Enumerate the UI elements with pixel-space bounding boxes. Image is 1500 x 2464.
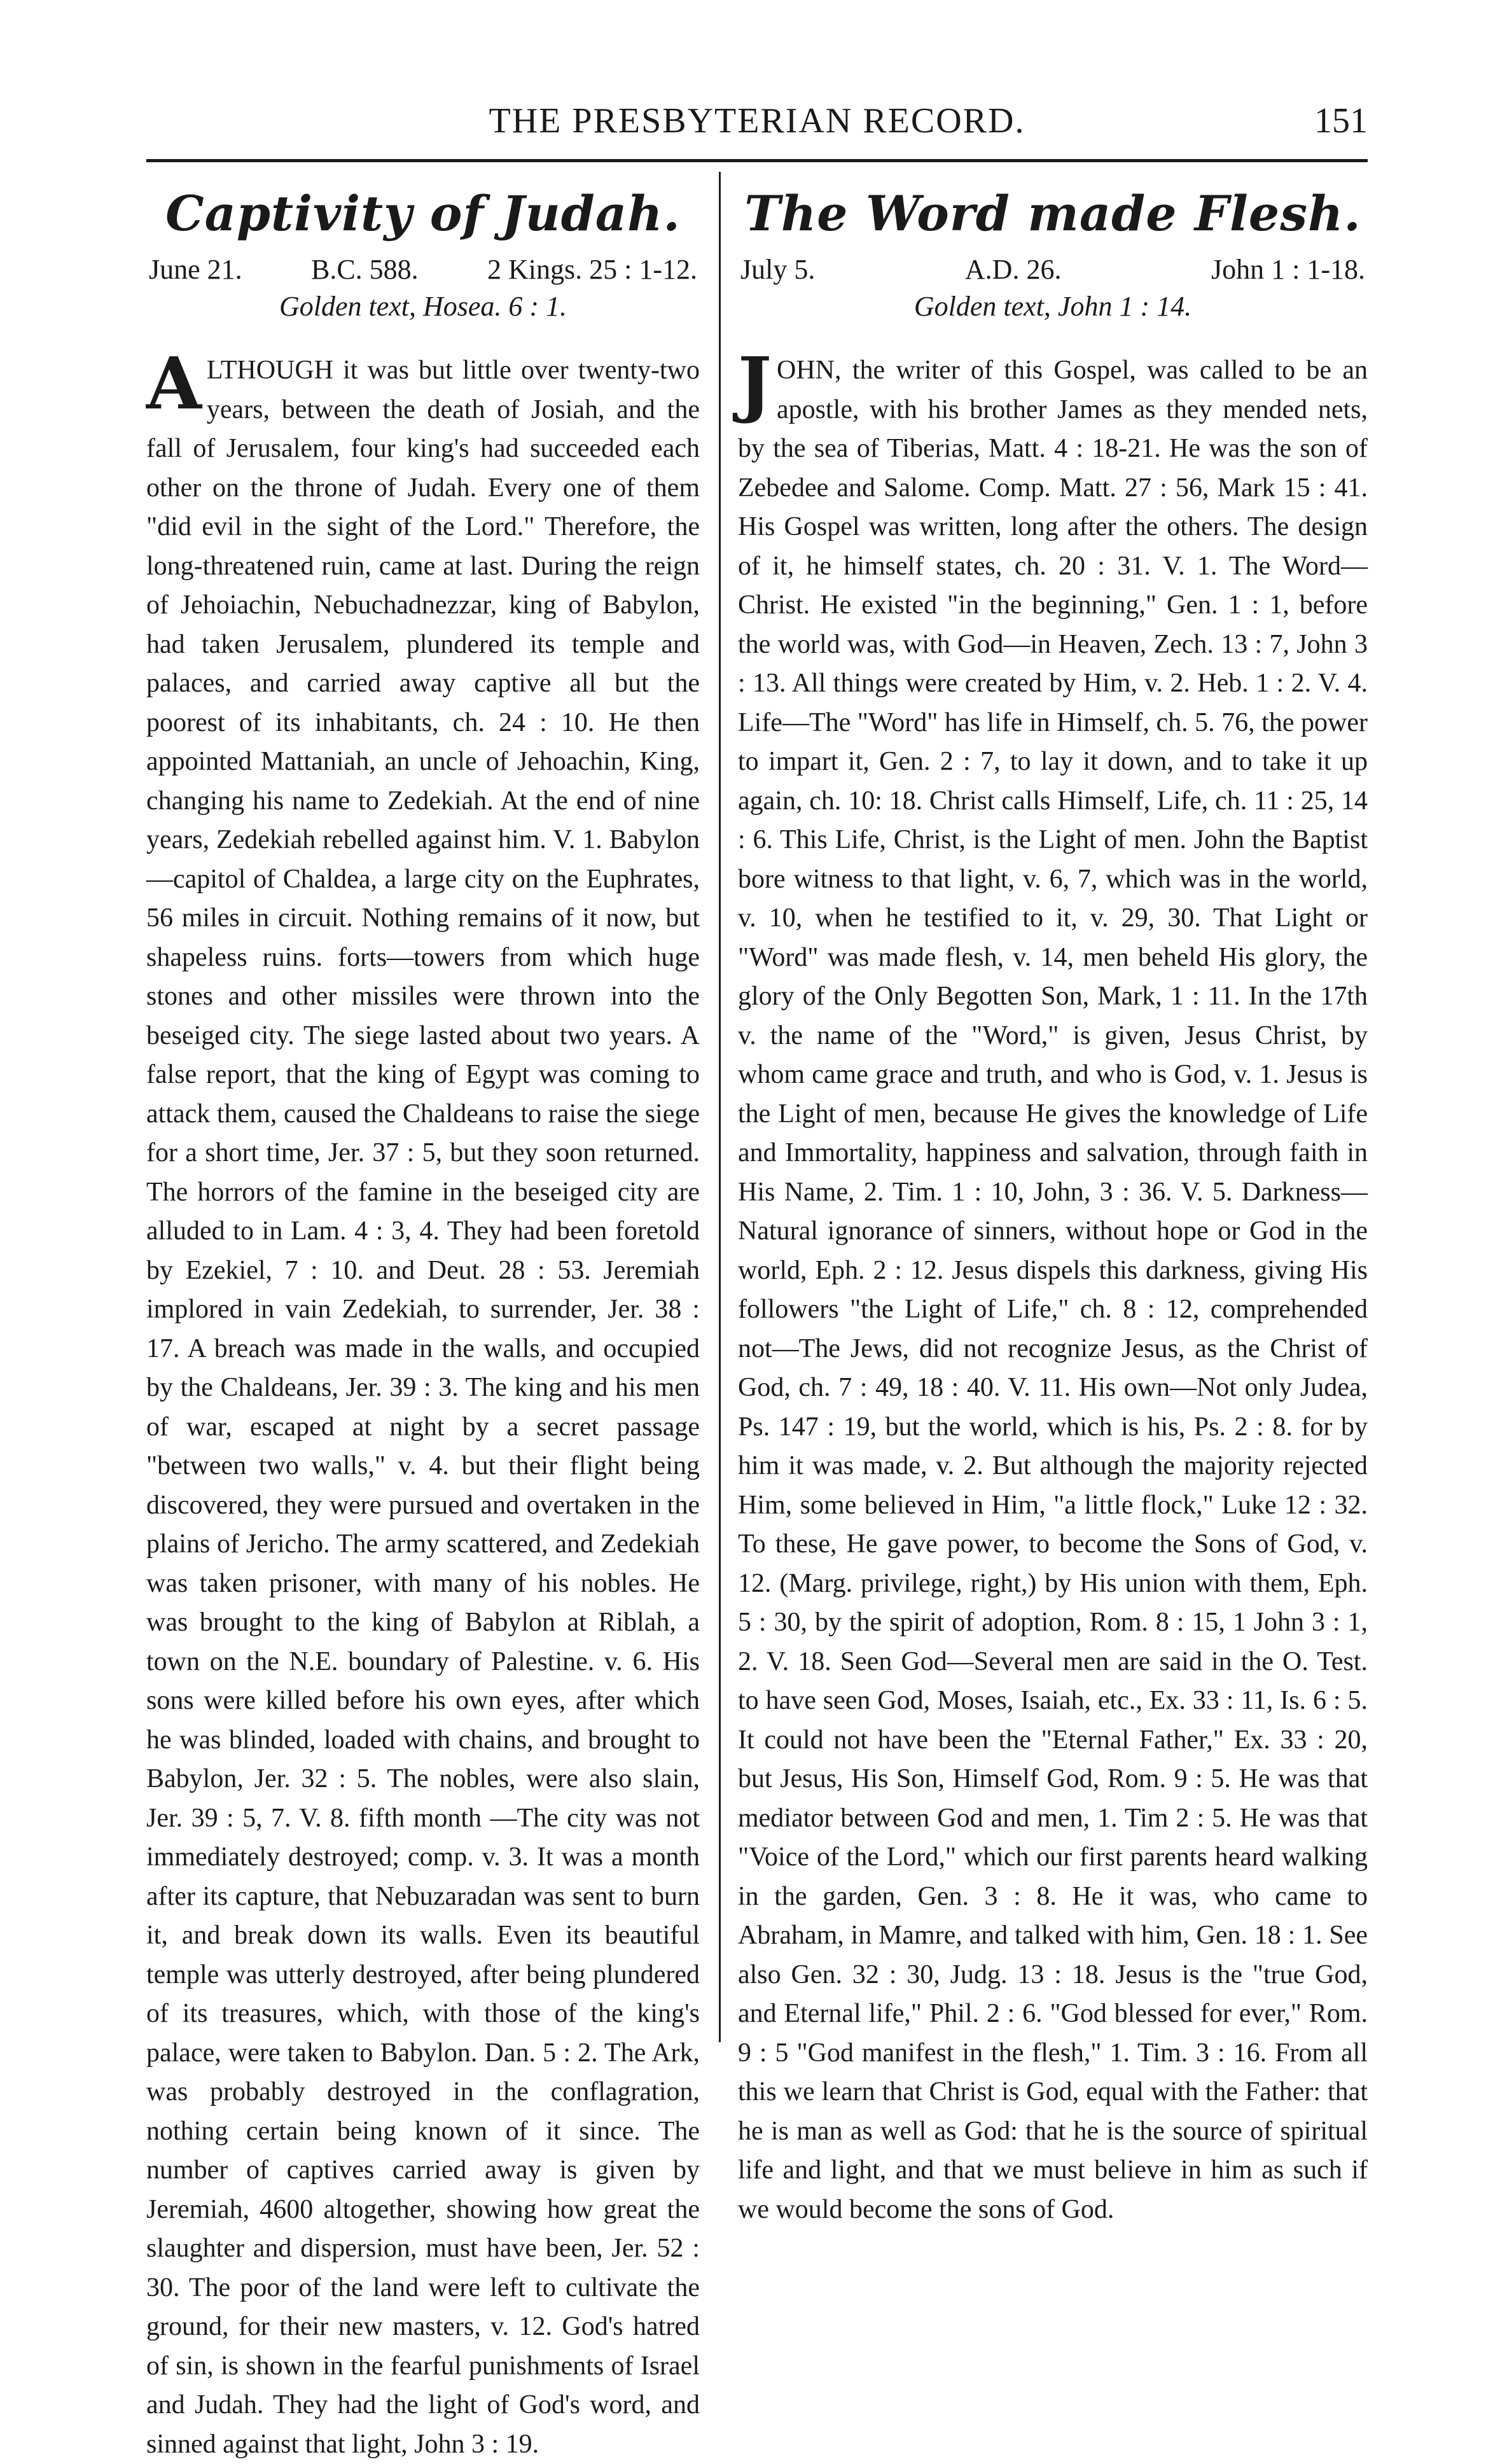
running-header bbox=[146, 95, 1368, 146]
right-lesson-meta bbox=[740, 252, 1365, 288]
right-golden-text: Golden text, John 1 : 14. bbox=[913, 291, 1192, 322]
right-lesson-text: OHN, the writer of this Gospel, was called to be an apostle, with his brother James as they mended nets, by the sea of Tiberias, Matt. 4 : 18-21. He was the son of Zebedee and Salome. Comp. Matt. 27 : 56, Mark 15 : 41. His Gospel was written, long after the others. The design of it, he himself states, ch. 20 : 31. V. 1. The Word—Christ. He existed "in the beginning," Gen. 1 : 1, before the world was, with God—in Heaven, Zech. 13 : 7, John 3 : 13. All things were created by Him, v. 2. Heb. 1 : 2. V. 4. Life—The "Word" has life in Himself, ch. 5. 76, the power to impart it, Gen. 2 : 7, to lay it down, and to take it up again, ch. 10: 18. Christ calls Himself, Life, ch. 11 : 25, 14 : 6. This Life, Christ, is the Light of men. John the Baptist bore witness to that light, v. 6, 7, which was in the world, v. 10, when he testified to it, v. 29, 30. That Light or "Word" was made flesh, v. 14, men beheld His glory, the glory of the Only Begotten Son, Mark, 1 : 11. In the 17th v. the name of the "Word," is given, Jesus Christ, by whom came grace and truth, and who is God, v. 1. Jesus is the Light of men, because He gives the knowledge of Life and Immortality, happiness and salvation, through faith in His Name, 2. Tim. 1 : 10, John, 3 : 36. V. 5. Darkness—Natural ignorance of sinners, without hope or God in the world, Eph. 2 : 12. Jesus dispels this darkness, giving His followers "the Light of Life," ch. 8 : 12, comprehended not—The Jews, did not recognize Jesus, as the Christ of God, ch. 7 : 49, 18 : 40. V. 11. His own—Not only Judea, Ps. 147 : 19, but the world, which is his, Ps. 2 : 8. for by him it was made, v. 2. But although the majority rejected Him, some believed in Him, "a little flock," Luke 12 : 32. To these, He gave power, to become the Sons of God, v. 12. (Marg. privilege, right,) by His union with them, Eph. 5 : 30, by the spirit of adoption, Rom. 8 : 15, 1 John 3 : 1, 2. V. 18. Seen God—Several men are said in the O. Test. to have seen God, Moses, Isaiah, etc., Ex. 33 : 11, Is. 6 : 5. It could not have been the "Eternal Father," Ex. 33 : 20, but Jesus, His Son, Himself God, Rom. 9 : 5. He was that mediator between God and men, 1. Tim 2 : 5. He was that "Voice of the Lord," which our first parents heard walking in the garden, Gen. 3 : 8. He it was, who came to Abraham, in Mamre, and talked with him, Gen. 18 : 1. See also Gen. 32 : 30, Judg. 13 : 18. Jesus is the "true God, and Eternal life," Phil. 2 : 6. "God blessed for ever," Rom. 9 : 5 "God manifest in the flesh," 1. Tim. 3 : 16. From all this we learn that Christ is God, equal with the Father: that he is man as well as God: that he is the source of spiritual life and light, and that we must believe in him as such if we would become the sons of God. bbox=[738, 356, 1368, 2224]
header-rule bbox=[146, 159, 1368, 162]
left-lesson-reference: 2 Kings. 25 : 1-12. bbox=[487, 254, 697, 285]
right-drop-cap: J bbox=[738, 342, 772, 426]
left-lesson-title: Captivity of Judah. bbox=[165, 185, 681, 242]
right-lesson-body bbox=[738, 342, 1368, 2229]
left-lesson-body bbox=[146, 342, 700, 2464]
right-column bbox=[738, 172, 1368, 2224]
left-lesson-meta bbox=[149, 252, 697, 288]
left-lesson-date: June 21. bbox=[149, 254, 242, 285]
right-lesson-date: July 5. bbox=[740, 254, 816, 285]
running-title: THE PRESBYTERIAN RECORD. bbox=[489, 101, 1025, 141]
right-lesson-reference: John 1 : 1-18. bbox=[1211, 254, 1365, 285]
column-divider bbox=[719, 172, 721, 2042]
left-column bbox=[146, 172, 700, 2459]
page-number: 151 bbox=[1314, 101, 1368, 141]
left-drop-cap: A bbox=[146, 342, 202, 426]
left-lesson-text: LTHOUGH it was but little over twenty-two years, between the death of Josiah, and the fall of Jerusalem, four king's had succeeded each other on the throne of Judah. Every one of them "did evil in the sight of the Lord." Therefore, the long-threatened ruin, came at last. During the reign of Jehoiachin, Nebuchadnezzar, king of Babylon, had taken Jerusalem, plundered its temple and palaces, and carried away captive all but the poorest of its inhabitants, ch. 24 : 10. He then appointed Mattaniah, an uncle of Jehoachin, King, changing his name to Zedekiah. At the end of nine years, Zedekiah rebelled against him. V. 1. Babylon—capitol of Chaldea, a large city on the Euphrates, 56 miles in circuit. Nothing remains of it now, but shapeless ruins. forts—towers from which huge stones and other missiles were thrown into the beseiged city. The siege lasted about two years. A false report, that the king of Egypt was coming to attack them, caused the Chaldeans to raise the siege for a short time, Jer. 37 : 5, but they soon returned. The horrors of the famine in the beseiged city are alluded to in Lam. 4 : 3, 4. They had been foretold by Ezekiel, 7 : 10. and Deut. 28 : 53. Jeremiah implored in vain Zedekiah, to surrender, Jer. 38 : 17. A breach was made in the walls, and occupied by the Chaldeans, Jer. 39 : 3. The king and his men of war, escaped at night by a secret passage "between two walls," v. 4. but their flight being discovered, they were pursued and overtaken in the plains of Jericho. The army scattered, and Zedekiah was taken prisoner, with many of his nobles. He was brought to the king of Babylon at Riblah, a town on the N.E. boundary of Palestine. v. 6. His sons were killed before his own eyes, after which he was blinded, loaded with chains, and brought to Babylon, Jer. 32 : 5. The nobles, were also slain, Jer. 39 : 5, 7. V. 8. fifth month —The city was not immediately destroyed; comp. v. 3. It was a month after its capture, that Nebuzaradan was sent to burn it, and break down its walls. Even its beautiful temple was utterly destroyed, after being plundered of its treasures, which, with those of the king's palace, were taken to Babylon. Dan. 5 : 2. The Ark, was probably destroyed in the conflagration, nothing certain being known of it since. The number of captives carried away is given by Jeremiah, 4600 altogether, showing how great the slaughter and dispersion, must have been, Jer. 52 : 30. The poor of the land were left to cultivate the ground, for their new masters, v. 12. God's hatred of sin, is shown in the fearful punishments of Israel and Judah. They had the light of God's word, and sinned against that light, John 3 : 19. bbox=[146, 356, 700, 2459]
right-lesson-title: The Word made Flesh. bbox=[744, 185, 1361, 242]
left-golden-text: Golden text, Hosea. 6 : 1. bbox=[279, 291, 567, 322]
left-lesson-era: B.C. 588. bbox=[310, 254, 419, 285]
right-lesson-era: A.D. 26. bbox=[964, 254, 1062, 285]
